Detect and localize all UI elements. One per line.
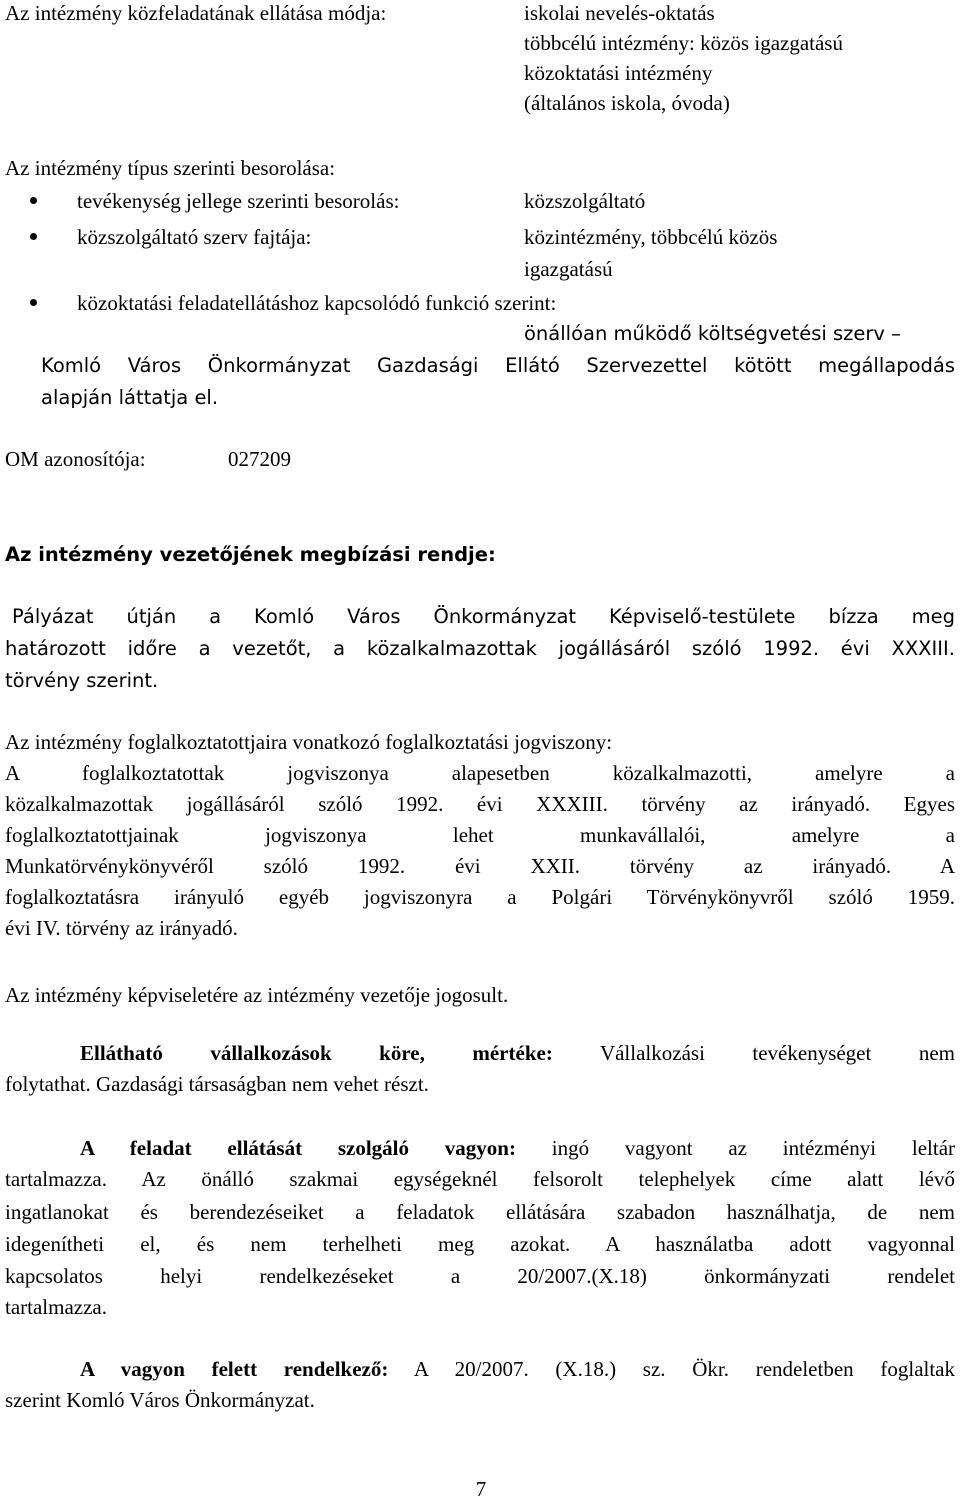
org-type-value-cont: igazgatású xyxy=(524,257,613,281)
task-mode-value-1: iskolai nevelés-oktatás xyxy=(524,1,715,25)
employment-line: évi IV. törvény az irányadó. xyxy=(5,916,238,940)
mandate-line: határozott időre a vezetőt, a közalkalmazottak jogállásáról szóló 1992. évi XXXIII. xyxy=(5,637,955,660)
task-mode-value-4: (általános iskola, óvoda) xyxy=(524,91,730,115)
om-label: OM azonosítója: xyxy=(5,447,146,471)
employment-line: foglalkoztatottjainak jogviszonya lehet munkavállalói, amelyre a xyxy=(5,823,955,847)
assets-line: kapcsolatos helyi rendelkezéseket a 20/2007.(X.18) önkormányzati rendelet xyxy=(5,1264,955,1288)
org-type-label: közszolgáltató szerv fajtája: xyxy=(77,225,312,249)
task-mode-value-2: többcélú intézmény: közös igazgatású xyxy=(524,31,843,55)
business-paragraph xyxy=(80,1040,955,1066)
function-continuation-end: alapján láttatja el. xyxy=(41,386,219,409)
function-value: önállóan működő költségvetési szerv – xyxy=(524,322,901,345)
bullet-icon xyxy=(30,197,37,204)
employment-line: foglalkoztatásra irányuló egyéb jogviszonyra a Polgári Törvénykönyvről szóló 1959. xyxy=(5,885,955,909)
employment-heading: Az intézmény foglalkoztatottjaira vonatkozó foglalkoztatási jogviszony: xyxy=(5,730,613,754)
function-continuation: Komló Város Önkormányzat Gazdasági Ellátó Szervezettel kötött megállapodás xyxy=(41,354,955,377)
representation-text: Az intézmény képviseletére az intézmény vezetője jogosult. xyxy=(5,983,509,1007)
owner-paragraph xyxy=(80,1356,955,1382)
assets-text: ingó vagyont az intézményi leltár xyxy=(515,1136,956,1160)
assets-line: ingatlanokat és berendezéseiket a feladatok ellátására szabadon használhatja, de nem xyxy=(5,1200,955,1224)
owner-line: szerint Komló Város Önkormányzat. xyxy=(5,1388,315,1412)
activity-label: tevékenység jellege szerinti besorolás: xyxy=(77,189,400,213)
business-text: Vállalkozási tevékenységet nem xyxy=(552,1041,955,1065)
assets-line: tartalmazza. Az önálló szakmai egységeknél felsorolt telephelyek címe alatt lévő xyxy=(5,1167,955,1191)
activity-value: közszolgáltató xyxy=(524,189,646,213)
task-mode-label: Az intézmény közfeladatának ellátása módja: xyxy=(5,1,387,25)
mandate-heading: Az intézmény vezetőjének megbízási rendje: xyxy=(5,543,496,566)
assets-line: tartalmazza. xyxy=(5,1295,108,1319)
page-number: 7 xyxy=(475,1477,487,1501)
employment-line: A foglalkoztatottak jogviszonya alapesetben közalkalmazotti, amelyre a xyxy=(5,761,955,785)
bullet-icon xyxy=(30,233,37,240)
employment-line: Munkatörvénykönyvéről szóló 1992. évi XXII. törvény az irányadó. A xyxy=(5,854,955,878)
org-type-value: közintézmény, többcélú közös xyxy=(524,225,778,249)
assets-heading: A feladat ellátását szolgáló vagyon: xyxy=(80,1136,516,1160)
assets-line: idegenítheti el, és nem terhelheti meg azokat. A használatba adott vagyonnal xyxy=(5,1232,955,1256)
assets-paragraph xyxy=(80,1135,955,1161)
mandate-line: törvény szerint. xyxy=(5,669,159,692)
task-mode-value-3: közoktatási intézmény xyxy=(524,61,713,85)
business-heading: Ellátható vállalkozások köre, mértéke: xyxy=(80,1041,553,1065)
owner-text: A 20/2007. (X.18.) sz. Ökr. rendeletben foglaltak xyxy=(388,1357,956,1381)
mandate-line: Pályázat útján a Komló Város Önkormányzat Képviselő-testülete bízza meg xyxy=(12,605,955,628)
classification-heading: Az intézmény típus szerinti besorolása: xyxy=(5,156,336,180)
business-line: folytathat. Gazdasági társaságban nem vehet részt. xyxy=(5,1072,429,1096)
employment-line: közalkalmazottak jogállásáról szóló 1992. évi XXXIII. törvény az irányadó. Egyes xyxy=(5,792,955,816)
om-value: 027209 xyxy=(228,447,291,471)
owner-heading: A vagyon felett rendelkező: xyxy=(80,1357,389,1381)
function-label: közoktatási feladatellátáshoz kapcsolódó funkció szerint: xyxy=(77,291,557,315)
bullet-icon xyxy=(30,299,37,306)
